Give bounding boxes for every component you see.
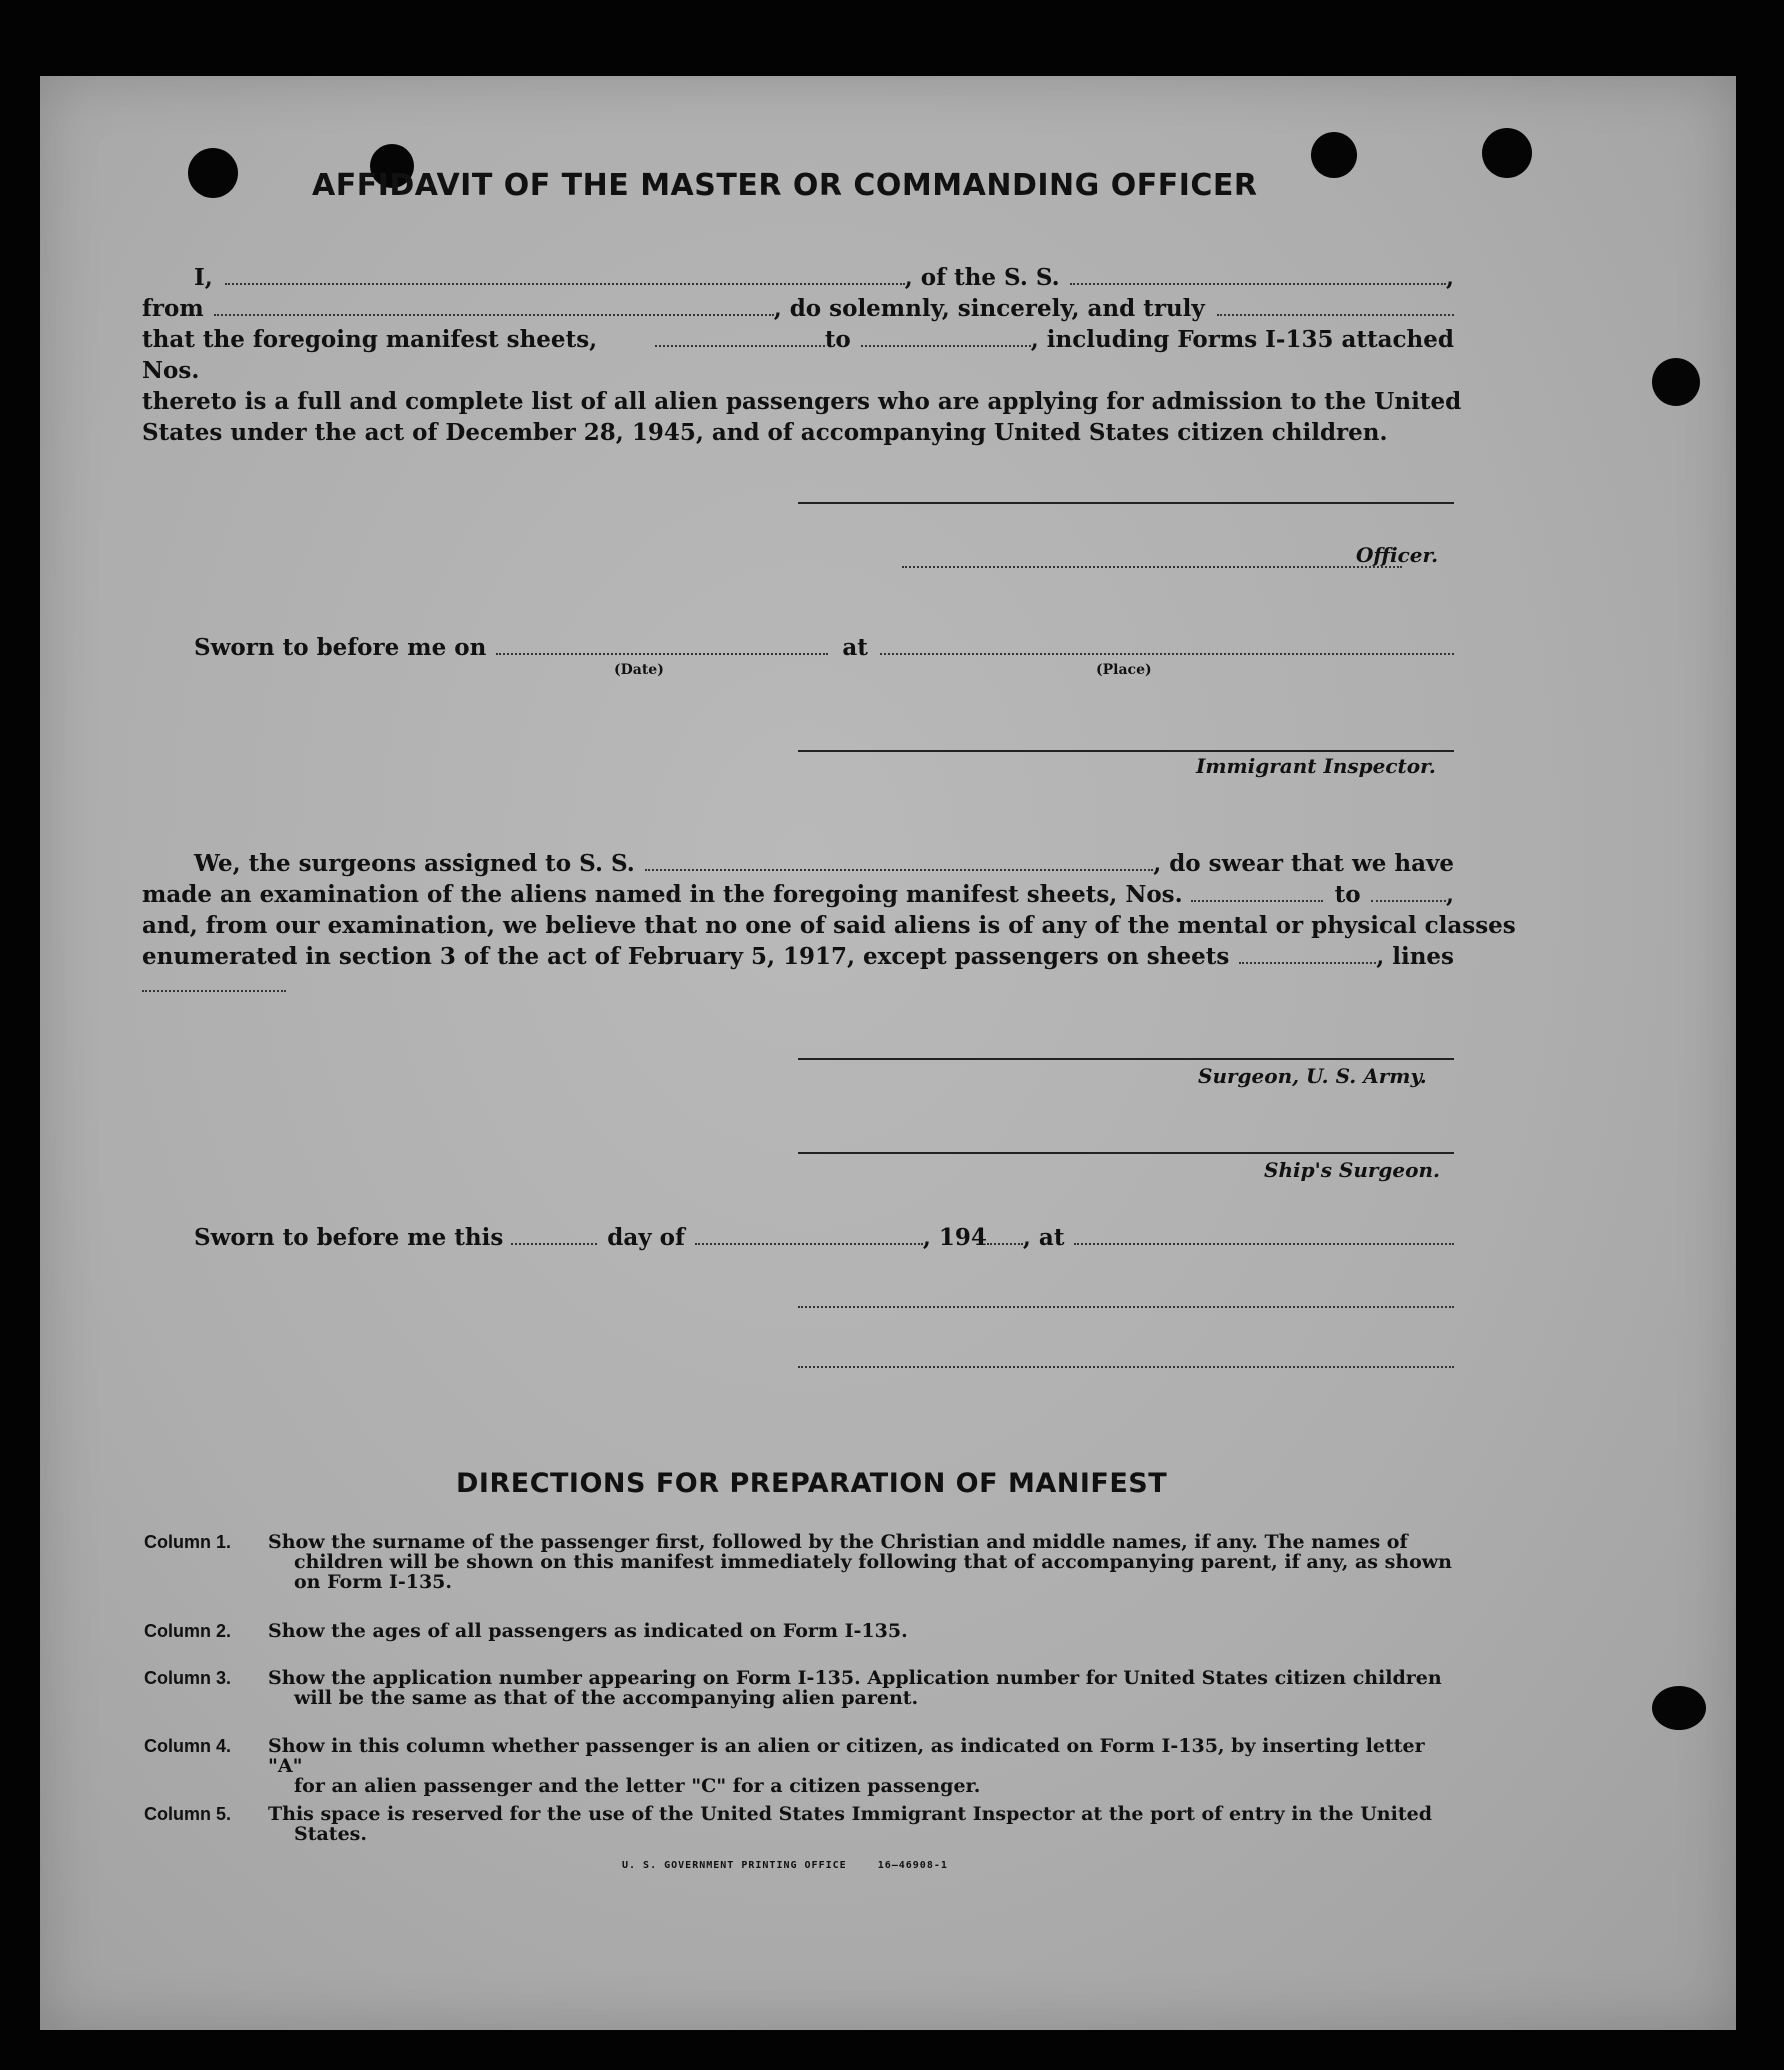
officer-signature-line[interactable] xyxy=(798,502,1454,504)
punch-hole xyxy=(1311,132,1357,178)
exam-sheets-to-field[interactable] xyxy=(1371,882,1446,902)
exam-sheets-from-field[interactable] xyxy=(1191,882,1323,902)
affidavit-paragraph xyxy=(142,262,1462,448)
punch-hole xyxy=(1482,128,1532,178)
document-page xyxy=(40,76,1736,2030)
exam-comma-text: , xyxy=(1445,881,1454,908)
direction-text: on Form I-135. xyxy=(294,1571,453,1593)
direction-col-label: Column 4. xyxy=(144,1736,232,1756)
sworn-place-field[interactable] xyxy=(880,635,1454,655)
comma-text: , xyxy=(1445,264,1454,291)
sworn-at-text-2: , at xyxy=(1022,1224,1065,1251)
direction-text: Show in this column whether passenger is an alien or citizen, as indicated on Form I-135, by inserting letter "A" xyxy=(268,1735,1425,1777)
to-text: to xyxy=(824,326,851,353)
affidavit-line-4: thereto is a full and complete list of all alien passengers who are applying for admission to the United xyxy=(142,388,1462,415)
surgeons-paragraph xyxy=(142,848,1516,992)
direction-column-1 xyxy=(144,1532,1464,1592)
direction-col-label: Column 1. xyxy=(144,1532,232,1552)
master-name-field[interactable] xyxy=(225,265,905,285)
affidavit-title: AFFIDAVIT OF THE MASTER OR COMMANDING OFFICER xyxy=(312,168,1258,203)
sworn-signature-line-1[interactable] xyxy=(798,1306,1454,1308)
direction-text: Show the surname of the passenger first, followed by the Christian and middle names, if any. The names of xyxy=(268,1531,1408,1553)
affidavit-i-text: I, xyxy=(194,264,213,291)
printer-name: U. S. GOVERNMENT PRINTING OFFICE xyxy=(622,1860,847,1871)
punch-hole xyxy=(1652,1686,1706,1730)
surgeons-enumerated-text: enumerated in section 3 of the act of February 5, 1917, except passengers on sheets xyxy=(142,943,1230,970)
inspector-label: Immigrant Inspector. xyxy=(1196,754,1436,778)
officer-label: Officer. xyxy=(1356,543,1439,567)
sworn-this-text: Sworn to before me this xyxy=(194,1224,504,1251)
printer-credit xyxy=(622,1860,948,1871)
direction-text: Show the application number appearing on Form I-135. Application number for United States citizen children xyxy=(268,1667,1442,1689)
date-caption: (Date) xyxy=(614,662,664,678)
of-ss-text: , of the S. S. xyxy=(904,264,1060,291)
swear-blank-field[interactable] xyxy=(1217,296,1454,316)
direction-text: children will be shown on this manifest immediately following that of accompanying parent, if any, as shown xyxy=(294,1551,1452,1573)
sworn-this-place-field[interactable] xyxy=(1074,1225,1454,1245)
direction-column-4 xyxy=(144,1736,1464,1796)
sheets-to-field[interactable] xyxy=(861,327,1031,347)
forms-attached-text: , including Forms I-135 attached xyxy=(1030,326,1454,353)
sworn-signature-line-2[interactable] xyxy=(798,1366,1454,1368)
sworn-date-field[interactable] xyxy=(496,635,828,655)
direction-text: will be the same as that of the accompanying alien parent. xyxy=(294,1687,919,1709)
sworn-this-row xyxy=(142,1222,1454,1253)
year-prefix-text: , 194 xyxy=(922,1224,987,1251)
surgeons-exam-text: made an examination of the aliens named in the foregoing manifest sheets, Nos. xyxy=(142,881,1183,908)
direction-text: States. xyxy=(294,1823,367,1845)
ship-surgeon-label: Ship's Surgeon. xyxy=(1264,1158,1440,1182)
sworn-on-text: Sworn to before me on xyxy=(194,634,487,661)
affidavit-line-5: States under the act of December 28, 1945, and of accompanying United States citizen children. xyxy=(142,419,1388,446)
direction-text: for an alien passenger and the letter "C" for a citizen passenger. xyxy=(294,1775,981,1797)
form-code: 16—46908-1 xyxy=(877,1860,948,1871)
direction-col-label: Column 5. xyxy=(144,1804,232,1824)
surgeons-line-3: and, from our examination, we believe that no one of said aliens is of any of the mental or physical classes xyxy=(142,912,1516,939)
army-surgeon-label: Surgeon, U. S. Army. xyxy=(1198,1064,1427,1088)
surgeons-ship-field[interactable] xyxy=(645,851,1153,871)
surgeons-intro-text: We, the surgeons assigned to S. S. xyxy=(194,850,635,877)
ship-name-field[interactable] xyxy=(1070,265,1446,285)
punch-hole xyxy=(188,148,238,198)
day-of-text: day of xyxy=(607,1224,685,1251)
except-lines-field[interactable] xyxy=(142,972,286,992)
officer-title-field[interactable] xyxy=(902,566,1402,568)
direction-text: Show the ages of all passengers as indicated on Form I-135. xyxy=(268,1620,908,1642)
except-sheets-field[interactable] xyxy=(1239,944,1376,964)
sworn-month-field[interactable] xyxy=(695,1225,923,1245)
army-surgeon-signature-line[interactable] xyxy=(798,1058,1454,1060)
direction-column-2 xyxy=(144,1621,1464,1641)
from-port-field[interactable] xyxy=(214,296,774,316)
sworn-day-field[interactable] xyxy=(511,1225,597,1245)
manifest-sheets-text: that the foregoing manifest sheets, Nos. xyxy=(142,326,598,384)
direction-column-3 xyxy=(144,1668,1464,1708)
direction-col-label: Column 3. xyxy=(144,1668,232,1688)
sheets-from-field[interactable] xyxy=(655,327,825,347)
direction-col-label: Column 2. xyxy=(144,1621,232,1641)
directions-title: DIRECTIONS FOR PREPARATION OF MANIFEST xyxy=(456,1468,1168,1499)
lines-text: , lines xyxy=(1376,943,1454,970)
direction-text: This space is reserved for the use of the United States Immigrant Inspector at the port of entry in the United xyxy=(268,1803,1432,1825)
sworn-inspector-row xyxy=(142,632,1454,663)
direction-column-5 xyxy=(144,1804,1464,1844)
from-text: from xyxy=(142,295,204,322)
surgeons-swear-text: , do swear that we have xyxy=(1153,850,1454,877)
ship-surgeon-signature-line[interactable] xyxy=(798,1152,1454,1154)
punch-hole xyxy=(1652,358,1700,406)
place-caption: (Place) xyxy=(1096,662,1152,678)
inspector-signature-line[interactable] xyxy=(798,750,1454,752)
sworn-year-field[interactable] xyxy=(987,1225,1023,1245)
sworn-at-text: at xyxy=(842,634,868,661)
swear-text: , do solemnly, sincerely, and truly xyxy=(773,295,1205,322)
exam-to-text: to xyxy=(1334,881,1361,908)
